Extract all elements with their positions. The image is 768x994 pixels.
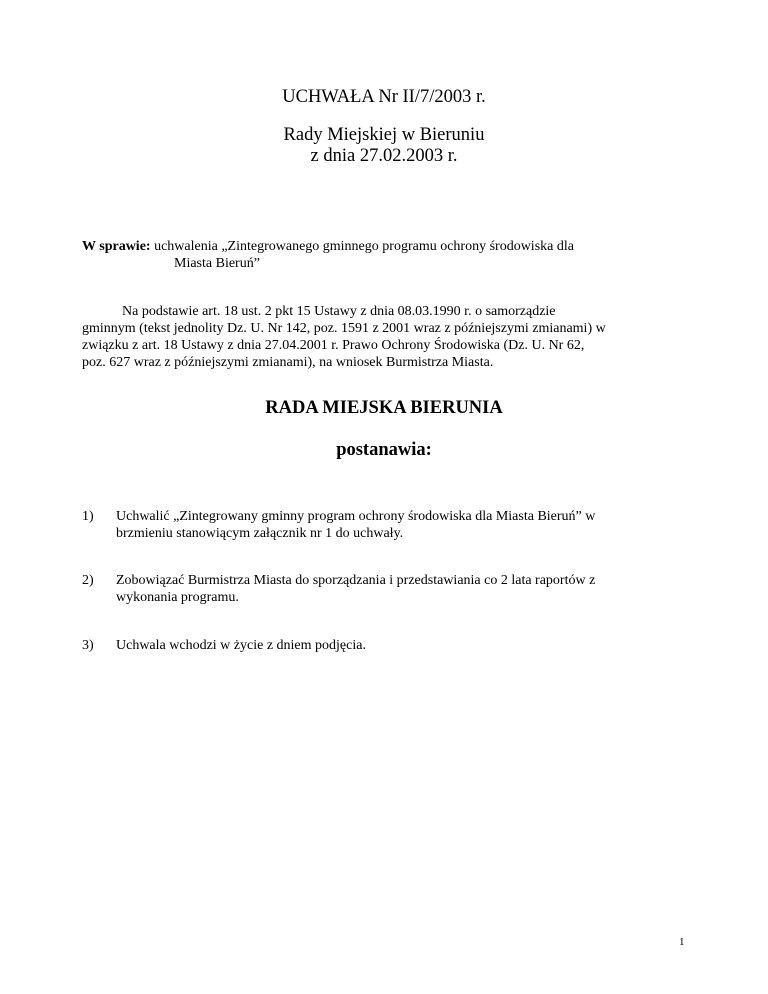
legal-basis-paragraph: [82, 303, 682, 371]
list-item-text: brzmieniu stanowiącym załącznik nr 1 do uchwały.: [116, 526, 404, 541]
list-item-text: Zobowiązać Burmistrza Miasta do sporządzania i przedstawiania co 2 lata raportów z: [116, 573, 596, 588]
list-item-text: wykonania programu.: [116, 590, 239, 605]
basis-line: poz. 627 wraz z późniejszymi zmianami), na wniosek Burmistrza Miasta.: [82, 355, 494, 370]
subject-section: [82, 238, 722, 272]
subject-label: W sprawie:: [82, 239, 151, 254]
list-item: [82, 508, 702, 542]
council-name: Rady Miejskiej w Bieruniu: [283, 125, 485, 145]
list-item: [82, 572, 702, 606]
page-number: 1: [679, 936, 685, 948]
resolution-date: z dnia 27.02.2003 r.: [310, 146, 458, 166]
basis-line: gminnym (tekst jednolity Dz. U. Nr 142, poz. 1591 z 2001 wraz z późniejszymi zmianami) w: [82, 321, 606, 336]
basis-line: Na podstawie art. 18 ust. 2 pkt 15 Ustawy z dnia 08.03.1990 r. o samorządzie: [122, 304, 556, 319]
list-item: [82, 637, 702, 654]
decides-heading: postanawia:: [336, 440, 432, 460]
council-heading: RADA MIEJSKA BIERUNIA: [265, 398, 503, 418]
resolution-title: UCHWAŁA Nr II/7/2003 r.: [282, 87, 486, 107]
list-item-number: 1): [82, 509, 94, 524]
list-item-text: Uchwalić „Zintegrowany gminny program ochrony środowiska dla Miasta Bieruń” w: [116, 509, 596, 524]
basis-line: związku z art. 18 Ustawy z dnia 27.04.2001 r. Prawo Ochrony Środowiska (Dz. U. Nr 62,: [82, 338, 585, 353]
list-item-number: 3): [82, 638, 94, 653]
list-item-text: Uchwala wchodzi w życie z dniem podjęcia.: [116, 638, 366, 653]
subject-text-line1: uchwalenia „Zintegrowanego gminnego programu ochrony środowiska dla: [154, 239, 574, 254]
subject-text-line2: Miasta Bieruń”: [174, 256, 260, 271]
list-item-number: 2): [82, 573, 94, 588]
